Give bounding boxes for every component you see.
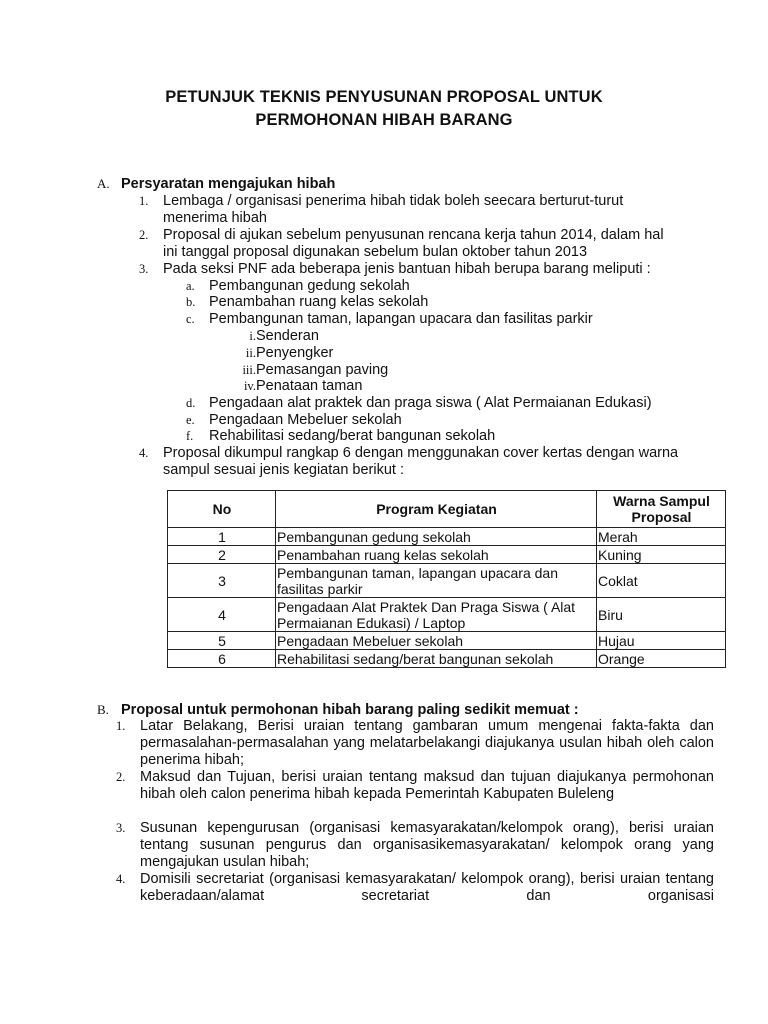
list-item-text: Susunan kepengurusan (organisasi kemasyarakatan/kelompok orang), berisi uraian tentang susunan pengurus dan organisasikemasyarakatan/ kelompok orang yang mengajukan usulan hibah; xyxy=(140,820,714,870)
list-marker: ii. xyxy=(245,346,256,360)
list-marker: e. xyxy=(186,413,195,427)
list-item-text: Pembangunan taman, lapangan upacara dan fasilitas parkir xyxy=(209,311,593,327)
title-line-1: PETUNJUK TEKNIS PENYUSUNAN PROPOSAL UNTUK xyxy=(165,88,603,106)
section-a-marker: A. xyxy=(97,176,110,191)
table-cell: 2 xyxy=(168,546,276,564)
list-marker: 2. xyxy=(139,228,149,242)
section-a-heading xyxy=(97,176,335,192)
title-line-2: PERMOHONAN HIBAH BARANG xyxy=(255,111,513,129)
sub-list-item xyxy=(186,294,706,311)
list-marker: 1. xyxy=(139,194,149,208)
list-item-text: Proposal di ajukan sebelum penyusunan rencana kerja tahun 2014, dalam hal ini tanggal proposal digunakan sebelum bulan oktober tahun 2013 xyxy=(163,227,664,260)
list-marker: 3. xyxy=(116,821,126,835)
table-row xyxy=(168,598,726,632)
list-item-text: Pemasangan paving xyxy=(256,362,389,378)
table-cell: 1 xyxy=(168,528,276,546)
list-item-text: Pengadaan Mebeluer sekolah xyxy=(209,412,402,428)
table-cell: Kuning xyxy=(597,546,726,564)
table-cell: Merah xyxy=(597,528,726,546)
roman-list-item xyxy=(226,362,526,379)
list-item-text: Pengadaan alat praktek dan praga siswa ( Alat Permaianan Edukasi) xyxy=(209,395,652,411)
roman-list-item xyxy=(226,345,526,362)
sub-list-item xyxy=(186,412,706,429)
list-marker: i. xyxy=(249,329,256,343)
list-item-text: Proposal dikumpul rangkap 6 dengan menggunakan cover kertas dengan warna sampul sesuai jenis kegiatan berikut : xyxy=(163,445,679,478)
table-row xyxy=(168,632,726,650)
list-item-text: Penataan taman xyxy=(256,378,363,394)
table-cell: Pembangunan taman, lapangan upacara dan fasilitas parkir xyxy=(276,564,597,598)
section-b-heading xyxy=(97,702,579,718)
header-warna: Warna Sampul Proposal xyxy=(597,491,726,528)
table-cell: Coklat xyxy=(597,564,726,598)
table-row xyxy=(168,546,726,564)
sub-list-item xyxy=(186,395,726,412)
roman-list-item xyxy=(226,378,526,395)
list-item-text: Senderan xyxy=(256,328,319,344)
list-item-text: Latar Belakang, Berisi uraian tentang gambaran umum mengenai fakta-fakta dan permasalahan-permasalahan yang melatarbelakangi diajukanya usulan hibah oleh calon penerima hibah; xyxy=(140,718,714,768)
list-marker: b. xyxy=(186,295,196,309)
table-row xyxy=(168,564,726,598)
table-cell: Pengadaan Alat Praktek Dan Praga Siswa ( Alat Permaianan Edukasi) / Laptop xyxy=(276,598,597,632)
list-item-text: Maksud dan Tujuan, berisi uraian tentang maksud dan tujuan diajukanya permohonan hibah oleh calon penerima hibah kepada Pemerintah Kabupaten Buleleng xyxy=(140,769,714,802)
section-a-title: Persyaratan mengajukan hibah xyxy=(121,176,336,192)
table-row xyxy=(168,528,726,546)
list-item xyxy=(116,820,714,871)
section-b-marker: B. xyxy=(97,702,109,717)
table-header-row xyxy=(168,491,726,528)
list-marker: 2. xyxy=(116,770,126,784)
list-item xyxy=(116,718,714,769)
sub-list-item xyxy=(186,428,706,445)
table-cell: 4 xyxy=(168,598,276,632)
list-item-text: Penambahan ruang kelas sekolah xyxy=(209,294,429,310)
list-item xyxy=(116,769,714,803)
list-item-text: Rehabilitasi sedang/berat bangunan sekolah xyxy=(209,428,496,444)
list-marker: c. xyxy=(186,312,195,326)
table-row xyxy=(168,650,726,668)
sub-list-item xyxy=(186,311,706,328)
list-marker: iii. xyxy=(242,363,256,377)
list-marker: 3. xyxy=(139,262,149,276)
list-item xyxy=(116,871,714,905)
table-cell: Orange xyxy=(597,650,726,668)
list-marker: a. xyxy=(186,279,195,293)
table-cell: Biru xyxy=(597,598,726,632)
header-no: No xyxy=(168,491,276,528)
list-item-text: Domisili secretariat (organisasi kemasyarakatan/ kelompok orang), berisi uraian tentang keberadaan/alamat secretariat dan organisasi xyxy=(140,871,714,904)
list-marker: 1. xyxy=(116,719,126,733)
roman-list-item xyxy=(226,328,526,345)
list-marker: d. xyxy=(186,396,196,410)
list-item-text: Pembangunan gedung sekolah xyxy=(209,278,410,294)
list-marker: 4. xyxy=(139,446,149,460)
list-marker: f. xyxy=(186,429,194,443)
table-cell: 3 xyxy=(168,564,276,598)
list-item-text: Pada seksi PNF ada beberapa jenis bantuan hibah berupa barang meliputi : xyxy=(163,261,651,277)
document-title xyxy=(0,86,768,132)
list-item-text: Lembaga / organisasi penerima hibah tidak boleh seecara berturut-turut menerima hibah xyxy=(163,193,624,226)
section-b-title: Proposal untuk permohonan hibah barang paling sedikit memuat : xyxy=(121,702,579,718)
list-item xyxy=(139,193,679,227)
list-marker: 4. xyxy=(116,872,126,886)
program-table xyxy=(167,490,726,668)
list-item xyxy=(139,445,679,479)
list-item xyxy=(139,261,699,278)
table-cell: 6 xyxy=(168,650,276,668)
table-cell: Hujau xyxy=(597,632,726,650)
table-cell: Penambahan ruang kelas sekolah xyxy=(276,546,597,564)
table-cell: Pengadaan Mebeluer sekolah xyxy=(276,632,597,650)
list-item-text: Penyengker xyxy=(256,345,334,361)
header-program: Program Kegiatan xyxy=(276,491,597,528)
table-cell: Rehabilitasi sedang/berat bangunan sekolah xyxy=(276,650,597,668)
sub-list-item xyxy=(186,278,706,295)
table-cell: 5 xyxy=(168,632,276,650)
table-cell: Pembangunan gedung sekolah xyxy=(276,528,597,546)
list-item xyxy=(139,227,679,261)
list-marker: iv. xyxy=(243,379,256,393)
